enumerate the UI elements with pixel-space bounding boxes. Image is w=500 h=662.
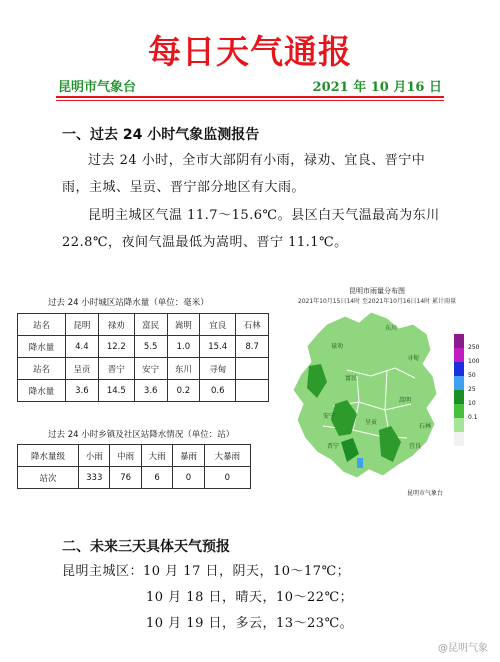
table-cell: 0 xyxy=(173,467,204,489)
legend-swatch xyxy=(454,334,464,348)
forecast-line-3: 10 月 19 日，多云，13～23℃。 xyxy=(146,616,354,631)
forecast-line-2: 10 月 18 日，晴天，10～22℃； xyxy=(146,590,354,605)
table-cell: 昆明 xyxy=(66,314,99,336)
map-label: 呈贡 xyxy=(365,419,378,426)
table-cell: 5.5 xyxy=(134,336,167,358)
section1-title: 一、过去 24 小时气象监测报告 xyxy=(62,127,260,143)
map-label: 禄劝 xyxy=(331,343,344,350)
table1-row xyxy=(18,358,269,380)
table-cell: 8.7 xyxy=(236,336,269,358)
legend-label: 250 xyxy=(468,344,480,351)
map-legend xyxy=(454,334,480,446)
section1-paragraph-2: 昆明主城区气温 11.7～15.6℃。县区白天气温最高为东川 22.8℃，夜间气温最低为嵩明、晋宁 11.1℃。 xyxy=(62,208,440,250)
legend-swatch xyxy=(454,362,464,376)
legend-label: 100 xyxy=(468,358,480,365)
table1-row xyxy=(18,336,269,358)
map-label: 石林 xyxy=(419,423,432,430)
table-cell: 石林 xyxy=(236,314,269,336)
table-cell: 禄劝 xyxy=(98,314,134,336)
table-cell: 76 xyxy=(110,467,141,489)
legend-label: 0.1 xyxy=(468,414,478,421)
table-cell: 安宁 xyxy=(134,358,167,380)
table-cell: 降水量级 xyxy=(18,445,79,467)
table-cell: 嵩明 xyxy=(167,314,200,336)
map-source: 昆明市气象台 xyxy=(407,490,444,497)
map-label: 安宁 xyxy=(323,413,336,420)
header-rule-thin xyxy=(56,100,444,101)
table-cell: 大雨 xyxy=(141,445,172,467)
section2-title: 二、未来三天具体天气预报 xyxy=(62,539,230,555)
issuing-org: 昆明市气象台 xyxy=(58,80,137,95)
issue-date: 2021 年 10 月16 日 xyxy=(312,80,442,95)
table-cell: 333 xyxy=(79,467,110,489)
table1-caption: 过去 24 小时城区站降水量（单位：毫米） xyxy=(48,298,209,308)
table-cell: 15.4 xyxy=(200,336,236,358)
table-cell: 降水量 xyxy=(18,380,66,402)
table-cell: 降水量 xyxy=(18,336,66,358)
table-cell xyxy=(236,358,269,380)
table-cell: 站名 xyxy=(18,314,66,336)
forecast-line-1: 昆明主城区：10 月 17 日，阴天，10～17℃； xyxy=(62,564,351,579)
legend-label: 50 xyxy=(468,372,476,379)
table-cell: 晋宁 xyxy=(98,358,134,380)
table-cell xyxy=(236,380,269,402)
table-cell: 站次 xyxy=(18,467,79,489)
table-cell: 1.0 xyxy=(167,336,200,358)
table-cell: 呈贡 xyxy=(66,358,99,380)
table-cell: 富民 xyxy=(134,314,167,336)
table2-row xyxy=(18,467,251,489)
table-cell: 14.5 xyxy=(98,380,134,402)
map-label: 嵩明 xyxy=(399,397,412,404)
table-cell: 0 xyxy=(204,467,250,489)
legend-swatch xyxy=(454,390,464,404)
table-cell: 小雨 xyxy=(79,445,110,467)
table-cell: 0.6 xyxy=(200,380,236,402)
legend-swatch xyxy=(454,418,464,432)
table-cell: 12.2 xyxy=(98,336,134,358)
table1-row xyxy=(18,314,269,336)
map-label: 富民 xyxy=(345,375,358,382)
map-title: 昆明市雨量分布图 xyxy=(349,287,405,295)
legend-swatch xyxy=(454,348,464,362)
table-cell: 0.2 xyxy=(167,380,200,402)
map-label: 晋宁 xyxy=(327,443,340,450)
map-label: 寻甸 xyxy=(407,355,420,362)
table-cell: 寻甸 xyxy=(200,358,236,380)
table-cell: 3.6 xyxy=(66,380,99,402)
legend-label: 25 xyxy=(468,386,476,393)
map-graphic xyxy=(287,306,452,486)
table1-row xyxy=(18,380,269,402)
table-cell: 暴雨 xyxy=(173,445,204,467)
table-cell: 站名 xyxy=(18,358,66,380)
section1-paragraph-1: 过去 24 小时，全市大部阴有小雨，禄劝、宜良、晋宁中雨，主城、呈贡、晋宁部分地区有大雨。 xyxy=(62,153,426,195)
table-cell: 4.4 xyxy=(66,336,99,358)
table-cell: 3.6 xyxy=(134,380,167,402)
header-row xyxy=(58,76,442,96)
map-label: 东川 xyxy=(385,325,398,332)
rainfall-map xyxy=(287,286,482,501)
watermark: @昆明气象 xyxy=(438,643,488,654)
table2-row xyxy=(18,445,251,467)
map-subtitle: 2021年10月15日14时 至2021年10月16日14时 累计雨量 xyxy=(297,298,457,305)
table-cell: 6 xyxy=(141,467,172,489)
table-cell: 东川 xyxy=(167,358,200,380)
header-rule xyxy=(56,96,444,98)
legend-swatch xyxy=(454,432,464,446)
table-cell: 宜良 xyxy=(200,314,236,336)
table-cell: 大暴雨 xyxy=(204,445,250,467)
table2-caption: 过去 24 小时乡镇及社区站降水情况（单位：站） xyxy=(48,430,235,440)
legend-swatch xyxy=(454,404,464,418)
township-rainfall-table xyxy=(17,444,251,489)
table-cell: 中雨 xyxy=(110,445,141,467)
map-label: 宜良 xyxy=(409,443,422,450)
report-title: 每日天气通报 xyxy=(148,32,352,71)
legend-label: 10 xyxy=(468,400,476,407)
legend-swatch xyxy=(454,376,464,390)
dianchi-lake xyxy=(357,458,363,468)
city-rainfall-table xyxy=(17,313,269,402)
